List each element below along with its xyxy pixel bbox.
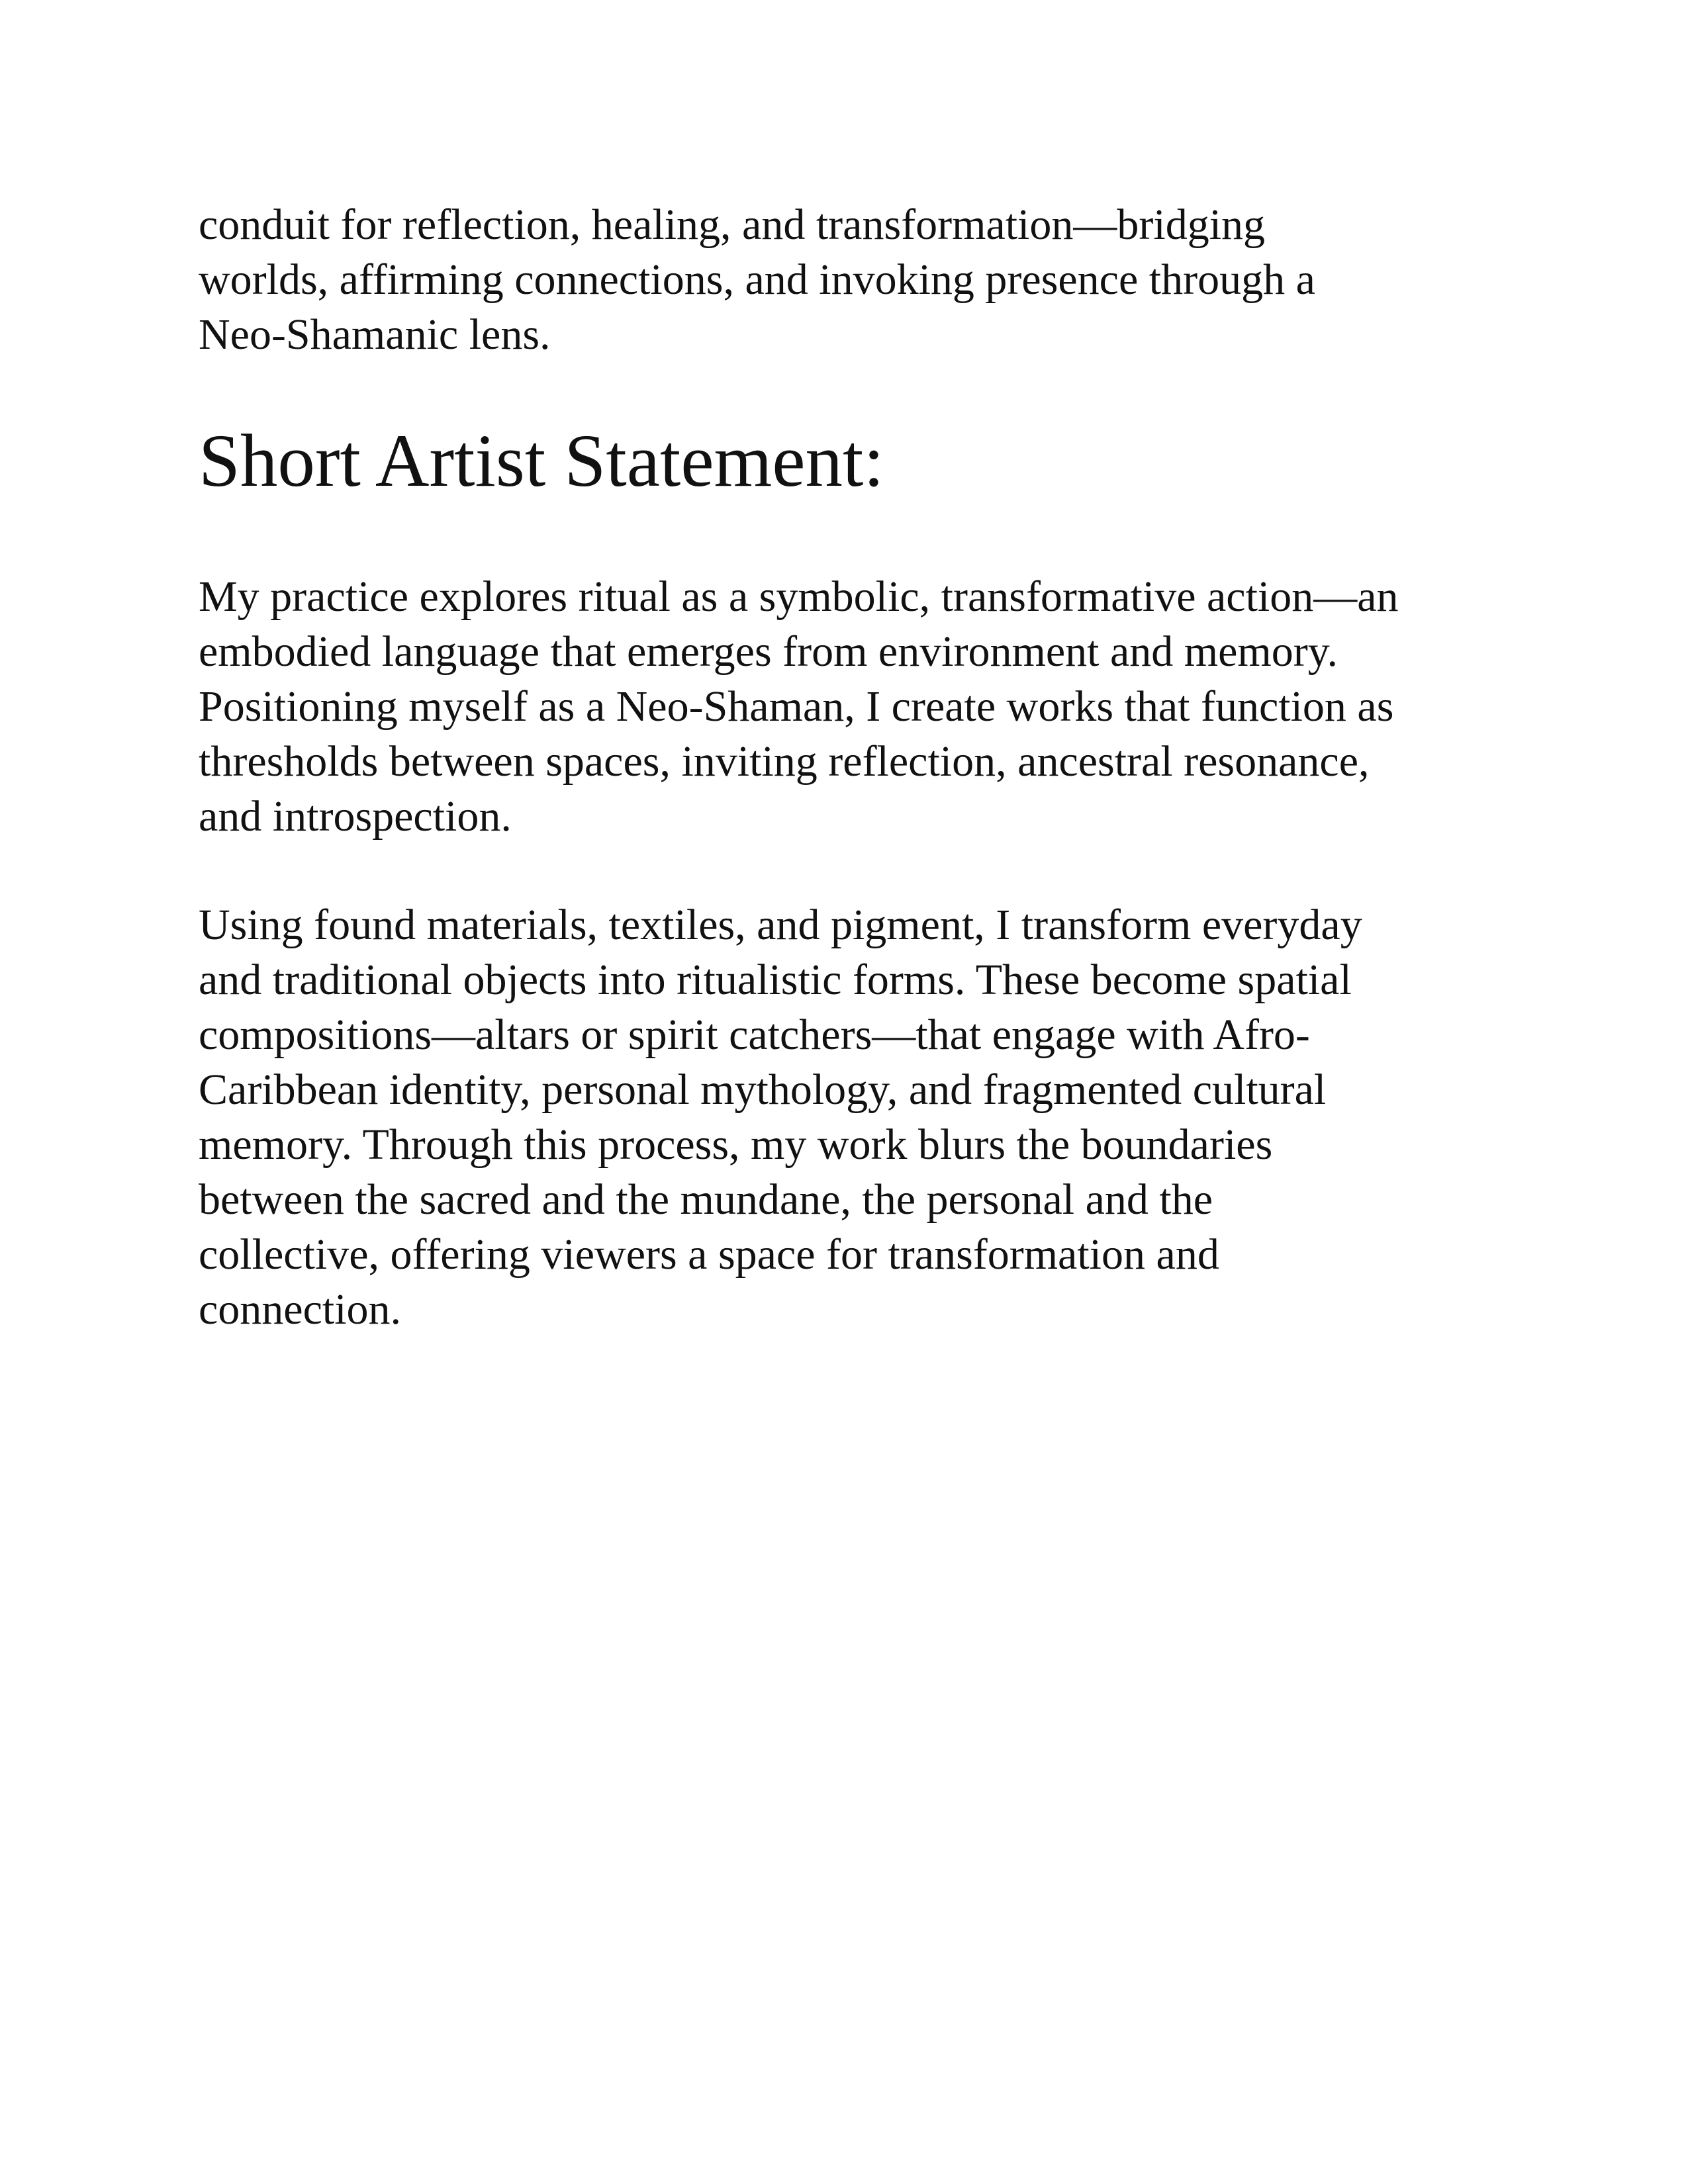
intro-continuation-paragraph [199,197,1496,362]
text-line: Caribbean identity, personal mythology, and fragmented cultural [199,1066,1327,1114]
text-line: between the sacred and the mundane, the personal and the [199,1175,1213,1224]
text-line: embodied language that emerges from environment and memory. [199,627,1338,676]
text-line: connection. [199,1285,402,1334]
text-line: collective, offering viewers a space for transformation and [199,1230,1219,1279]
text-line: Positioning myself as a Neo-Shaman, I create works that function as [199,682,1394,731]
text-line: and introspection. [199,792,512,841]
text-line: My practice explores ritual as a symbolic, transformative action—an [199,572,1399,621]
section-heading: Short Artist Statement: [199,420,884,502]
text-line: and traditional objects into ritualistic forms. These become spatial [199,956,1352,1004]
text-line: Using found materials, textiles, and pigment, I transform everyday [199,901,1362,949]
text-line: worlds, affirming connections, and invoking presence through a [199,255,1315,304]
text-line: Neo-Shamanic lens. [199,310,551,359]
text-line: thresholds between spaces, inviting reflection, ancestral resonance, [199,737,1370,786]
text-line: conduit for reflection, healing, and transformation—bridging [199,201,1266,249]
text-line: compositions—altars or spirit catchers—that engage with Afro- [199,1011,1310,1059]
statement-paragraph-1 [199,569,1496,844]
text-line: memory. Through this process, my work blurs the boundaries [199,1120,1273,1169]
statement-paragraph-2 [199,897,1496,1337]
